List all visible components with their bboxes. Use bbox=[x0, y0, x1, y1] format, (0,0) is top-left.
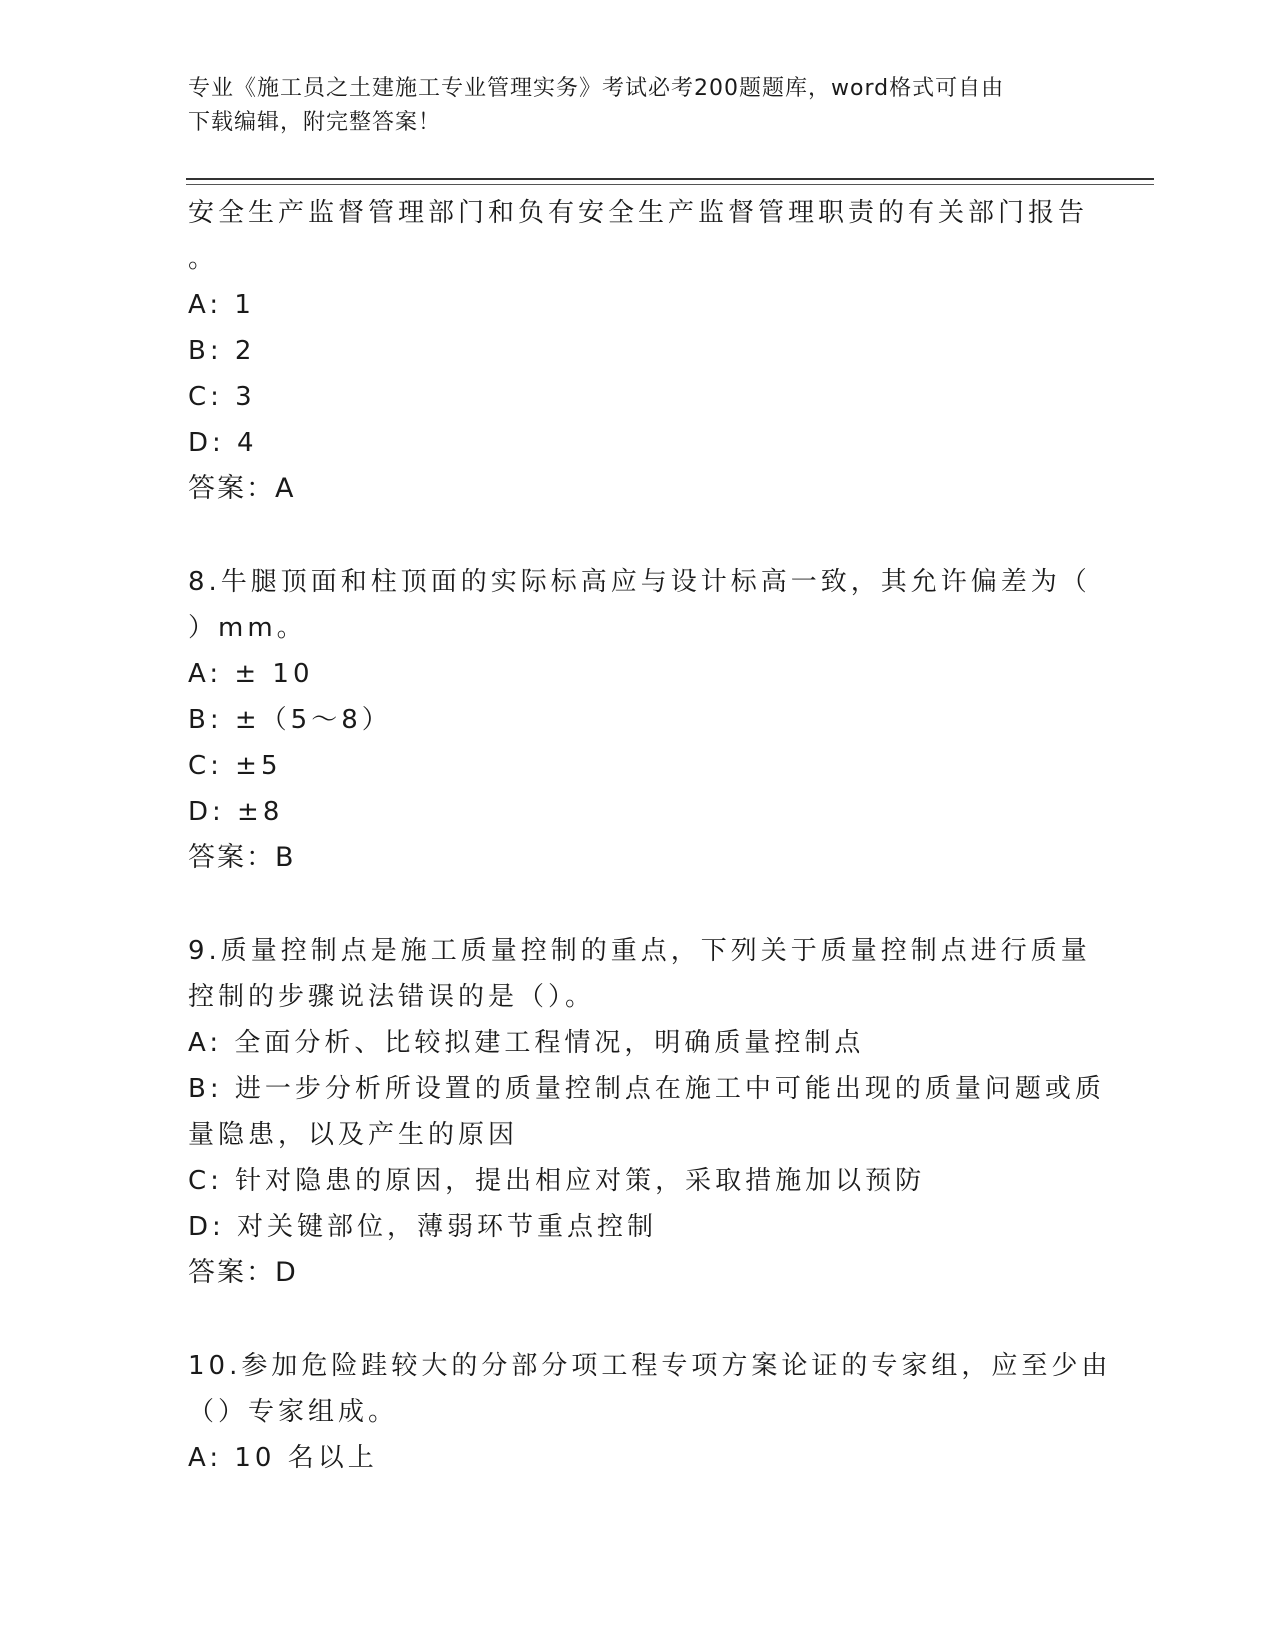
option-a: A: 全面分析、比较拟建工程情况，明确质量控制点 bbox=[188, 1028, 865, 1058]
option-b: B: 2 bbox=[188, 336, 256, 366]
option-c: C: ±5 bbox=[188, 751, 282, 781]
answer-line bbox=[188, 1250, 1088, 1296]
header-line-2: 下载编辑，附完整答案！ bbox=[188, 110, 442, 135]
header-line-1: 专业《施工员之土建施工专业管理实务》考试必考200题题库，word格式可自由 bbox=[188, 76, 1005, 101]
question-text-line: 控制的步骤说法错误的是（）。 bbox=[188, 982, 596, 1012]
header-divider-thick bbox=[186, 178, 1154, 180]
question-text-line: 。 bbox=[188, 244, 219, 274]
question-8 bbox=[188, 559, 1091, 881]
question-10 bbox=[188, 1343, 1112, 1481]
question-text-line: ）mm。 bbox=[188, 613, 307, 643]
question-text-line: 9.质量控制点是施工质量控制的重点，下列关于质量控制点进行质量 bbox=[188, 936, 1091, 966]
question-gap bbox=[188, 881, 1088, 928]
option-b: B: ±（5～8） bbox=[188, 705, 392, 735]
question-list bbox=[188, 190, 1112, 1481]
question-text-line: （）专家组成。 bbox=[188, 1397, 399, 1427]
option-d: D: ±8 bbox=[188, 797, 284, 827]
answer-value: A bbox=[275, 473, 296, 504]
question-9 bbox=[188, 928, 1105, 1296]
question-text-line: 安全生产监督管理部门和负有安全生产监督管理职责的有关部门报告 bbox=[188, 198, 1089, 228]
question-gap bbox=[188, 1296, 1088, 1343]
question-text-line: 10.参加危险跬较大的分部分项工程专项方案论证的专家组，应至少由 bbox=[188, 1351, 1112, 1381]
option-b-continued: 量隐患，以及产生的原因 bbox=[188, 1120, 519, 1150]
option-a: A: ± 10 bbox=[188, 659, 314, 689]
document-header bbox=[188, 72, 1068, 140]
option-a: A: 10 名以上 bbox=[188, 1443, 378, 1473]
option-c: C: 针对隐患的原因，提出相应对策，采取措施加以预防 bbox=[188, 1166, 926, 1196]
option-c: C: 3 bbox=[188, 382, 256, 412]
question-gap bbox=[188, 512, 1088, 559]
option-a: A: 1 bbox=[188, 290, 255, 320]
header-divider-thin bbox=[186, 184, 1154, 185]
answer-label: 答案： bbox=[188, 1257, 275, 1288]
option-b: B: 进一步分析所设置的质量控制点在施工中可能出现的质量问题或质 bbox=[188, 1074, 1105, 1104]
question-text-line: 8.牛腿顶面和柱顶面的实际标高应与设计标高一致，其允许偏差为（ bbox=[188, 567, 1091, 597]
answer-label: 答案： bbox=[188, 473, 275, 504]
answer-line bbox=[188, 466, 1088, 512]
answer-label: 答案： bbox=[188, 842, 275, 873]
question-continuation bbox=[188, 190, 1088, 512]
answer-value: B bbox=[275, 842, 296, 873]
answer-value: D bbox=[275, 1257, 298, 1288]
option-d: D: 对关键部位，薄弱环节重点控制 bbox=[188, 1212, 658, 1242]
option-d: D: 4 bbox=[188, 428, 258, 458]
answer-line bbox=[188, 835, 1088, 881]
